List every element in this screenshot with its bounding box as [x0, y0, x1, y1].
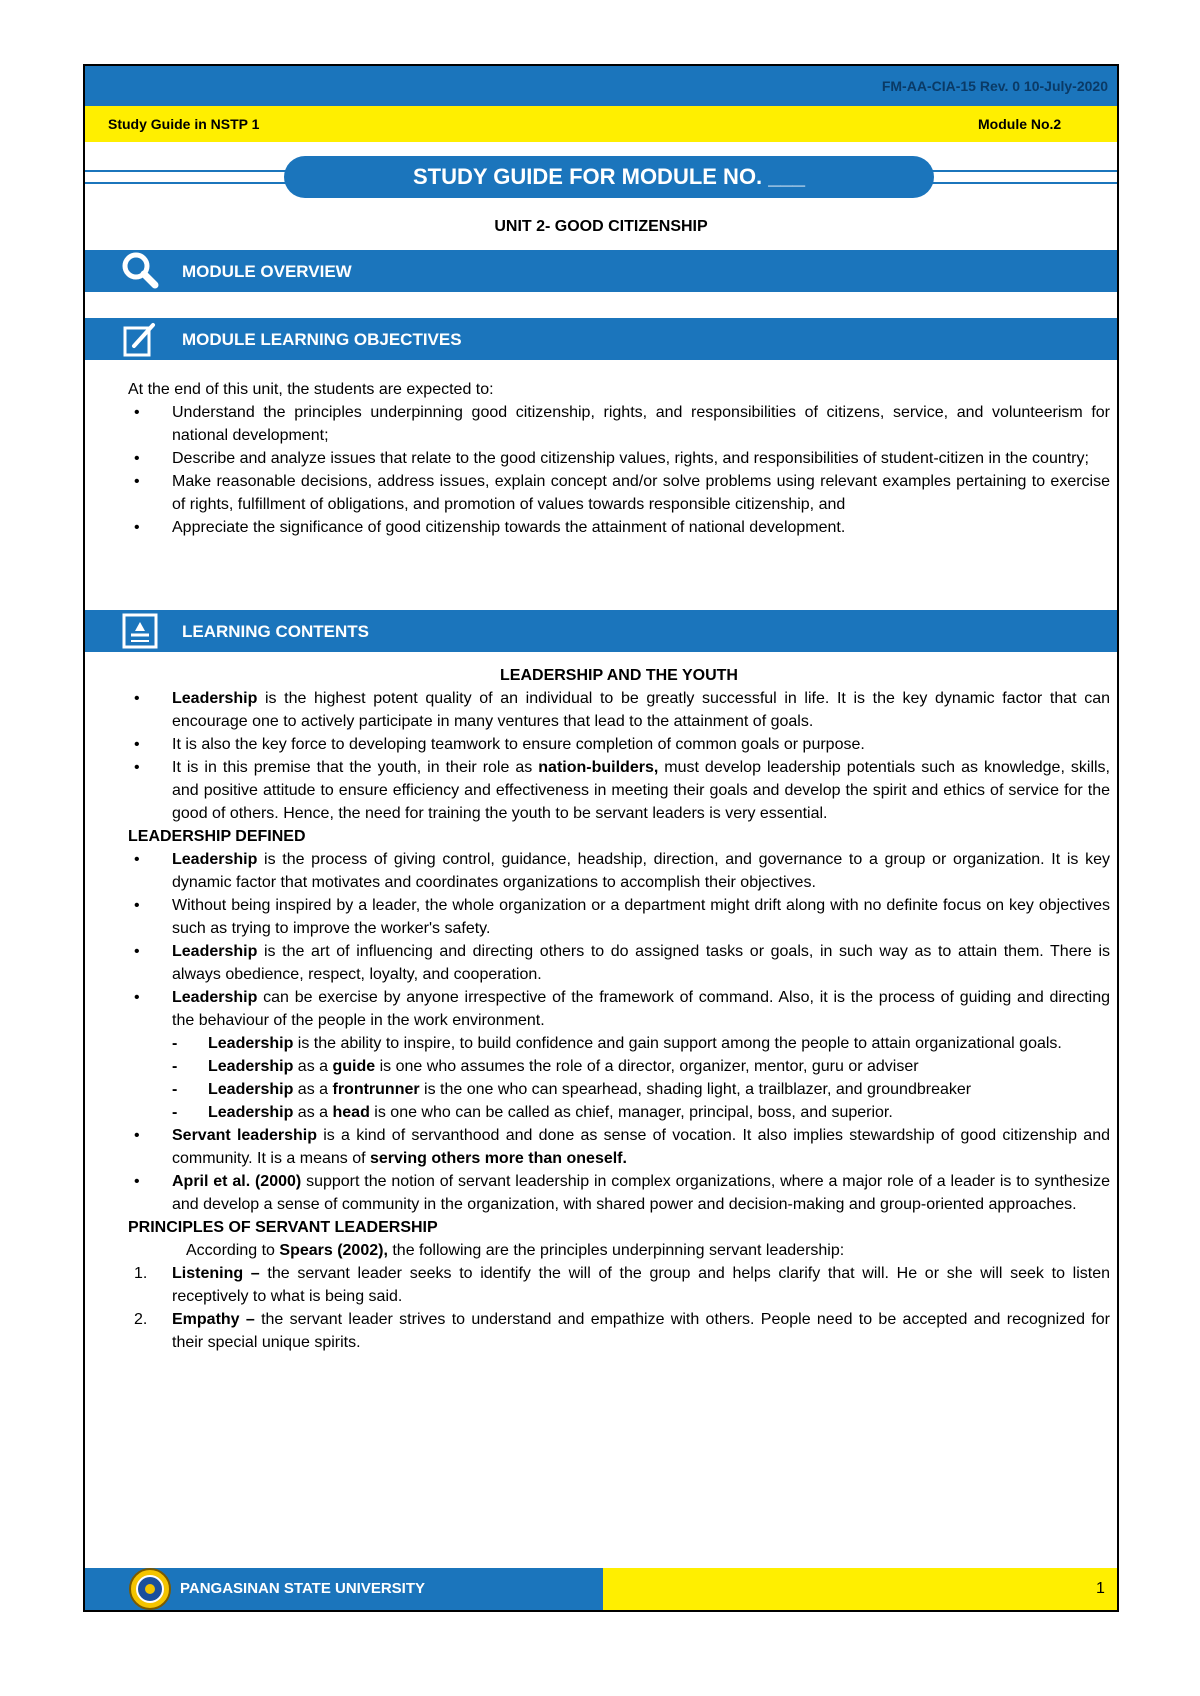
list-item: • Understand the principles underpinning good citizenship, rights, and responsibilities of citizens, service, and volunteerism for national development;: [134, 404, 1110, 444]
footer-yellow-bar: [603, 1568, 1117, 1610]
document-icon: [120, 611, 160, 651]
page-title: STUDY GUIDE FOR MODULE NO. ___: [286, 158, 932, 196]
objectives-label: MODULE LEARNING OBJECTIVES: [182, 330, 462, 349]
unit-title: UNIT 2- GOOD CITIZENSHIP: [494, 218, 708, 235]
list-item: • Servant leadership is a kind of servanthood and done as sense of vocation. It also implies stewardship of good citizenship and community. It is a means of serving others more than oneself.: [134, 1127, 1110, 1167]
list-item: • Appreciate the significance of good citizenship towards the attainment of national development.: [134, 519, 846, 536]
heading-leadership-youth: LEADERSHIP AND THE YOUTH: [500, 667, 738, 684]
sub-list-item: - Leadership as a frontrunner is the one who can spearhead, shading light, a trailblazer, and groundbreaker: [172, 1081, 972, 1098]
magnifier-icon: [120, 250, 160, 290]
list-item: • Describe and analyze issues that relate to the good citizenship values, rights, and responsibilities of student-citizen in the country;: [134, 450, 1089, 467]
objectives-intro: At the end of this unit, the students are expected to:: [128, 381, 494, 398]
heading-principles: PRINCIPLES OF SERVANT LEADERSHIP: [128, 1219, 438, 1236]
document-code: FM-AA-CIA-15 Rev. 0 10-July-2020: [881, 78, 1108, 94]
list-item: • Leadership is the highest potent quality of an individual to be greatly successful in life. It is the key dynamic factor that can encourage one to actively participate in many ventures that lead to the attainment of goals.: [134, 690, 1110, 730]
leadership-sublist: [172, 1032, 1110, 1124]
university-name: PANGASINAN STATE UNIVERSITY: [180, 1580, 426, 1597]
list-item: • Make reasonable decisions, address issues, explain concept and/or solve problems using relevant examples pertaining to exercise of rights, fulfillment of obligations, and promotion of values towards responsible citizenship, and: [134, 473, 1110, 513]
list-item: • April et al. (2000) support the notion of servant leadership in complex organizations, where a major role of a leader is to synthesize and develop a sense of community in the organization, with shared power and decision-making and group-oriented approaches.: [134, 1173, 1111, 1213]
youth-list: [100, 687, 1110, 825]
page-number: 1: [1096, 1580, 1105, 1597]
list-item: 2. Empathy – the servant leader strives to understand and empathize with others. People need to be accepted and recognized for their special unique spirits.: [134, 1311, 1110, 1351]
objectives-list: [100, 401, 1110, 539]
list-item: • Without being inspired by a leader, the whole organization or a department might drift along with no definite focus on key objectives such as trying to improve the worker's safety.: [134, 897, 1110, 937]
list-item: • It is in this premise that the youth, in their role as nation-builders, must develop leadership potentials such as knowledge, skills, and positive attitude to ensure efficiency and effectiveness in meeting their goals and develop the spirit and ethics of service for the good of others. Hence, the need for training the youth to be servant leaders is very essential.: [134, 759, 1111, 822]
list-item: • Leadership is the process of giving control, guidance, headship, direction, and governance to a group or organization. It is key dynamic factor that motivates and coordinates organizations to accomplish their objectives.: [134, 851, 1110, 891]
list-item: • Leadership is the art of influencing and directing others to do assigned tasks or goals, in such way as to attain them. There is always obedience, respect, loyalty, and cooperation.: [134, 943, 1110, 983]
learning-contents-label: LEARNING CONTENTS: [182, 622, 369, 641]
sub-list-item: - Leadership is the ability to inspire, to build confidence and gain support among the people to attain organizational goals.: [172, 1035, 1062, 1052]
university-seal-icon: [128, 1567, 172, 1611]
principles-intro: According to Spears (2002), the following are the principles underpinning servant leadership:: [186, 1242, 845, 1259]
list-item: 1. Listening – the servant leader seeks to identify the will of the group and helps clarify that will. He or she will seek to listen receptively to what is being said.: [134, 1265, 1111, 1305]
learning-contents-block: [128, 664, 1110, 1354]
defined-list: [100, 848, 1110, 1216]
list-item: • Leadership can be exercise by anyone irrespective of the framework of command. Also, it is the process of guiding and directing the behaviour of the people in the work environment. - Leadership is the ability to inspire, to build confidence and gain support among the people to attain organizational goals. - Leadership as a guide is one who assumes the role of a director, organizer, mentor, guru or adviser - Leadership as a frontrunner is the one who can spearhead, shading light, a trailblazer, and groundbreaker - Leadership as a head is one who can be called as chief, manager, principal, boss, and superior.: [100, 986, 1110, 1124]
principles-list: [100, 1262, 1110, 1354]
edit-note-icon: [120, 320, 160, 360]
module-overview-label: MODULE OVERVIEW: [182, 262, 352, 281]
sub-list-item: - Leadership as a head is one who can be called as chief, manager, principal, boss, and superior.: [172, 1104, 893, 1121]
study-guide-label: Study Guide in NSTP 1: [108, 116, 260, 132]
sub-list-item: - Leadership as a guide is one who assumes the role of a director, organizer, mentor, guru or adviser: [172, 1058, 919, 1075]
module-number-label: Module No.2: [978, 116, 1062, 132]
objectives-block: [128, 378, 1110, 539]
list-item: • It is also the key force to developing teamwork to ensure completion of common goals or purpose.: [134, 736, 865, 753]
heading-leadership-defined: LEADERSHIP DEFINED: [128, 828, 306, 845]
